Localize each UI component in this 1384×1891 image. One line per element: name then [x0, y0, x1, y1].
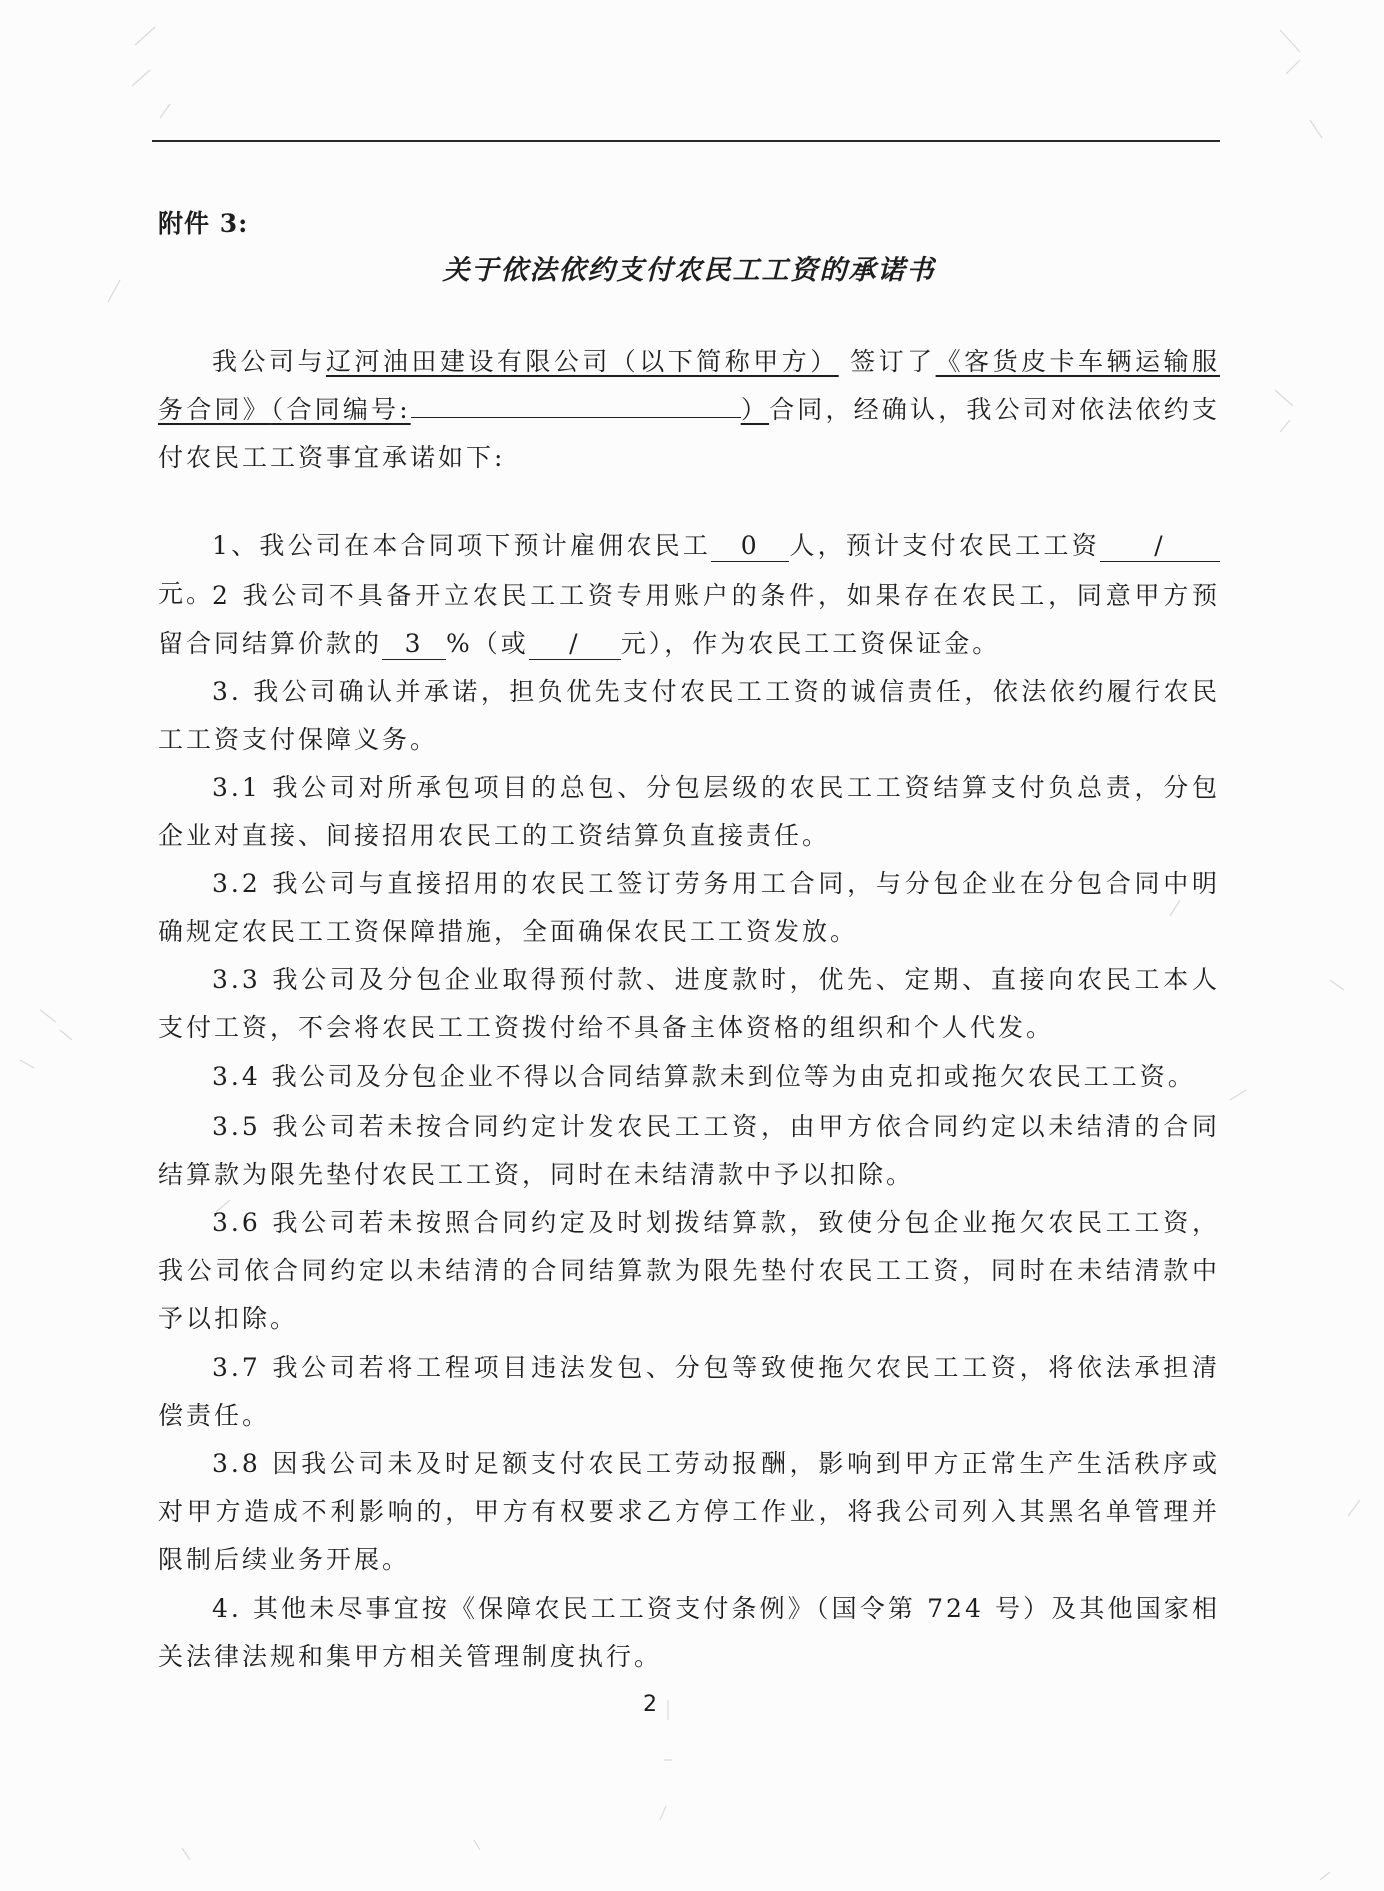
intro-paragraph: [158, 338, 1220, 482]
page-number: 2: [643, 1692, 657, 1717]
clause-4: 4. 其他未尽事宜按《保障农民工工资支付条例》（国令第 724 号）及其他国家相关法律法规和集甲方相关管理制度执行。: [158, 1594, 1220, 1671]
document-title: 关于依法依约支付农民工工资的承诺书: [442, 255, 936, 286]
clause-2-text-b: %（或: [446, 629, 529, 658]
clause-3-2: 3.2 我公司与直接招用的农民工签订劳务用工合同，与分包企业在分包合同中明确规定农民工工资保障措施，全面确保农民工工资发放。: [158, 869, 1220, 946]
deposit-percent-field: 3: [382, 629, 446, 660]
intro-text-3: 合同，经确认，我公司对依法依约支付农民工工资事宜承诺如下:: [158, 395, 1220, 472]
clause-3-8: 3.8 因我公司未及时足额支付农民工劳动报酬，影响到甲方正常生产生活秩序或对甲方造成不利影响的，甲方有权要求乙方停工作业，将我公司列入其黑名单管理并限制后续业务开展。: [158, 1449, 1220, 1574]
clause-2: [158, 572, 1220, 668]
clause-2-text-c: 元），作为农民工工资保证金。: [620, 629, 1001, 658]
workers-count-field: 0: [711, 531, 789, 562]
clause-3-6: 3.6 我公司若未按照合同约定及时划拨结算款，致使分包企业拖欠农民工工资，我公司依合同约定以未结清的合同结算款为限先垫付农民工工资，同时在未结清款中予以扣除。: [158, 1208, 1220, 1333]
clause-3-3: 3.3 我公司及分包企业取得预付款、进度款时，优先、定期、直接向农民工本人支付工资，不会将农民工工资拨付给不具备主体资格的组织和个人代发。: [158, 965, 1220, 1042]
clause-2-text-a: 2 我公司不具备开立农民工工资专用账户的条件，如果存在农民工，同意甲方预留合同结算价款的: [158, 581, 1220, 658]
intro-text-1: 我公司与: [212, 347, 326, 376]
clause-3: 3. 我公司确认并承诺，担负优先支付农民工工资的诚信责任，依法依约履行农民工工资支付保障义务。: [158, 677, 1220, 754]
clause-1-text-a: 1、我公司在本合同项下预计雇佣农民工: [212, 531, 712, 560]
header-rule: [152, 140, 1220, 142]
party-a-name: 辽河油田建设有限公司（以下简称甲方）: [325, 347, 839, 376]
contract-number-field: [411, 417, 741, 418]
deposit-amount-field: /: [529, 629, 621, 660]
contract-name: 《客货皮卡车辆运输服务合同》: [158, 347, 1220, 424]
intro-text-2: 签订了: [838, 347, 936, 376]
clause-3-7: 3.7 我公司若将工程项目违法发包、分包等致使拖欠农民工工资，将依法承担清偿责任。: [158, 1353, 1220, 1430]
wage-amount-field: /: [1100, 531, 1220, 562]
clause-3-4: 3.4 我公司及分包企业不得以合同结算款未到位等为由克扣或拖欠农民工工资。: [212, 1062, 1196, 1091]
clause-1-text-c: 元。: [158, 579, 215, 608]
clause-1-text-b: 人，预计支付农民工工资: [789, 531, 1100, 560]
contract-number-close: ）: [740, 395, 770, 424]
clause-3-1: 3.1 我公司对所承包项目的总包、分包层级的农民工工资结算支付负总责，分包企业对直接、间接招用农民工的工资结算负直接责任。: [158, 773, 1220, 850]
clause-3-5: 3.5 我公司若未按合同约定计发农民工工资，由甲方依合同约定以未结清的合同结算款为限先垫付农民工工资，同时在未结清款中予以扣除。: [158, 1112, 1220, 1189]
contract-number-label: （合同编号:: [270, 395, 411, 424]
attachment-label: 附件 3:: [158, 209, 249, 238]
